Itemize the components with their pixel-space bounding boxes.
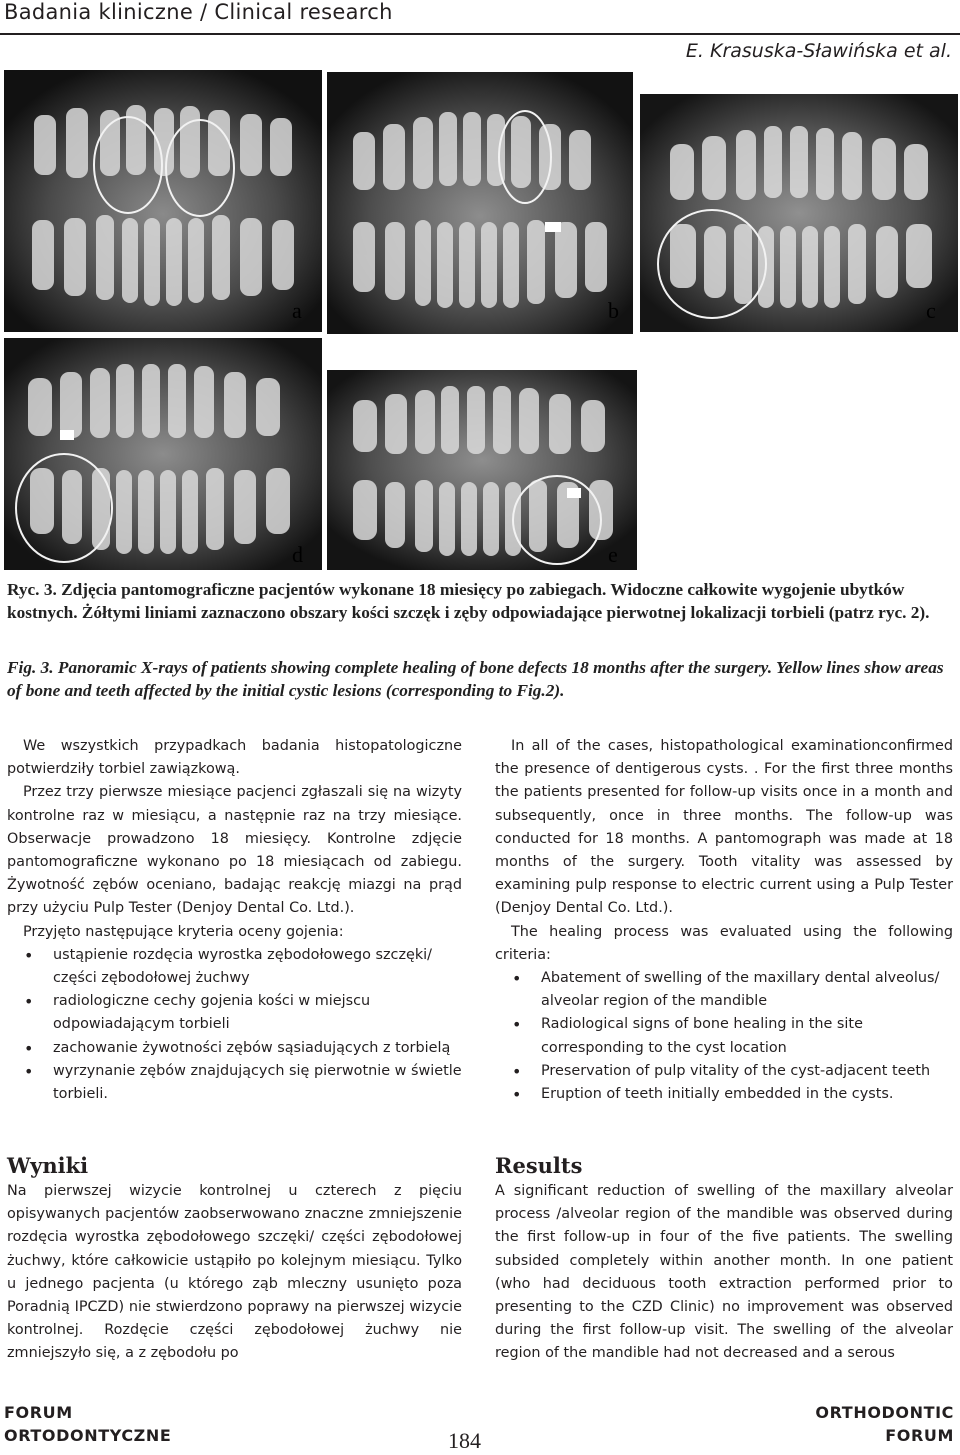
panel-letter-e: e [608,542,618,567]
xray-panel-c [640,94,958,332]
methods-column-polish [7,735,462,1106]
footer-journal-name-pl-line1: FORUM [4,1403,73,1422]
results-section-english [495,1153,953,1366]
footer-journal-name-en-line1: ORTHODONTIC [815,1403,954,1422]
panel-letter-a: a [292,298,302,323]
xray-image-e [327,370,637,570]
list-item: • Abatement of swelling of the maxillary dental alveolus/ alveolar region of the mandible [495,967,953,1013]
list-item: • ustąpienie rozdęcia wyrostka zębodołowego szczęki/ części zębodołowej żuchwy [7,944,462,990]
author-line: E. Krasuska-Sławińska et al. [685,40,952,62]
list-item: • zachowanie żywotności zębów sąsiadujących z torbielą [7,1037,462,1060]
criteria-list-english [495,967,953,1106]
list-item: • Eruption of teeth initially embedded in the cysts. [495,1083,953,1106]
criteria-list-polish [7,944,462,1106]
paragraph: Przyjęto następujące kryteria oceny gojenia: [23,923,344,940]
methods-column-english [495,735,953,1106]
xray-panel-a [4,70,322,332]
section-label: Badania kliniczne / Clinical research [4,0,393,24]
results-section-polish [7,1153,462,1366]
list-item: • Radiological signs of bone healing in the site corresponding to the cyst location [495,1013,953,1059]
xray-panel-e [327,370,637,570]
section-heading: Results [495,1153,583,1178]
xray-image-a [4,70,322,332]
figure-caption-english: Fig. 3. Panoramic X-rays of patients showing complete healing of bone defects 18 months after the surgery. Yellow lines show areas of bone and teeth affected by the initial cystic lesions (corresponding to Fig.2). [7,658,944,700]
figure-caption-polish: Ryc. 3. Zdjęcia pantomograficzne pacjentów wykonane 18 miesięcy po zabiegach. Widoczne całkowite wygojenie ubytków kostnych. Żółtymi liniami zaznaczono obszary kości szczęk i zęby odpowiadające pierwotnej lokalizacji torbieli (patrz ryc. 2). [7,580,930,622]
paragraph: A significant reduction of swelling of the maxillary alveolar process /alveolar region of the mandible was observed during the first follow-up in four of the five patients. The swelling subsided completely within another month. In one patient (who had deciduous tooth extraction performed prior to presenting to the CZD Clinic) no improvement was observed during the first follow-up visit. The swelling of the alveolar region of the mandible had not decreased and a serous [495,1183,953,1362]
xray-image-c [640,94,958,332]
paragraph: Na pierwszej wizycie kontrolnej u czterech z pięciu opisywanych pacjentów zaobserwowano znaczne zmniejszenie rozdęcia wyrostka zębodołowego szczęki/ części zębodołowej żuchwy, które całkowicie ustąpiło po kolejnym miesiącu. Tylko u jednego pacjenta (u którego ząb mleczny usunięto poza Poradnią IPCZD) nie stwierdzono poprawy na pierwszej wizycie kontrolnej. Rozdęcie części zębodołowej żuchwy nie zmniejszyło się, a z zębodołu po [7,1183,462,1362]
section-heading: Wyniki [7,1153,89,1178]
xray-panel-d [4,338,322,570]
paragraph: Przez trzy pierwsze miesiące pacjenci zgłaszali się na wizyty kontrolne raz w miesiącu, a następnie raz na trzy miesiące. Obserwacje prowadzono 18 miesięcy. Kontrolne zdjęcie pantomograficzne wykonano po 18 miesiącach od zabiegu. Żywotność zębów oceniano, badając reakcję miazgi na prąd przy użyciu Pulp Tester (Denjoy Dental Co. Ltd.). [7,784,462,917]
panel-letter-b: b [608,298,619,323]
xray-image-b [327,72,633,334]
footer-journal-name-en-line2: FORUM [885,1426,954,1445]
xray-panel-b [327,72,633,334]
paragraph: We wszystkich przypadkach badania histopatologiczne potwierdziły torbiel zawiązkową. [7,738,462,778]
paragraph: In all of the cases, histopathological examinationconfirmed the presence of dentigerous cysts. . For the first three months the patients presented for follow-up visits once in a month and subsequently, once in three months. The follow-up was conducted for 18 months. A pantomograph was made at 18 months of the surgery. Tooth vitality was assessed by examining pulp response to electric current using a Pulp Tester (Denjoy Dental Co. Ltd.). [495,738,953,917]
footer-journal-name-pl-line2: ORTODONTYCZNE [4,1426,172,1445]
list-item: • radiologiczne cechy gojenia kości w miejscu odpowiadającym torbieli [7,990,462,1036]
panel-letter-c: c [926,298,936,323]
page-number: 184 [448,1428,481,1453]
xray-image-d [4,338,322,570]
header-rule [0,33,960,35]
list-item: • wyrzynanie zębów znajdujących się pierwotnie w świetle torbieli. [7,1060,462,1106]
list-item: • Preservation of pulp vitality of the cyst-adjacent teeth [495,1060,953,1083]
panel-letter-d: d [292,542,303,567]
paragraph: The healing process was evaluated using the following criteria: [495,923,953,963]
